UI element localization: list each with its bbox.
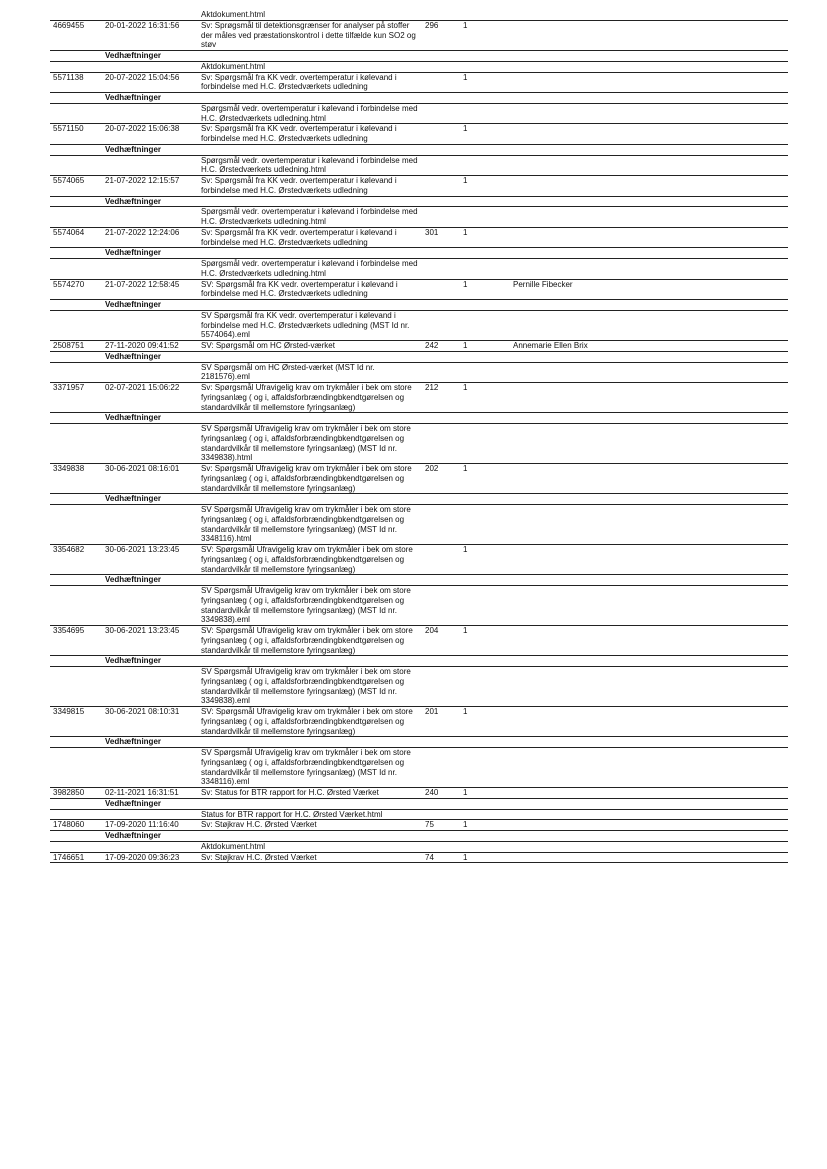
attachments-label: Vedhæftninger [102, 737, 198, 748]
record-subject: Sv: Spørgsmål fra KK vedr. overtemperatur i kølevand i forbindelse med H.C. Ørstedværkets udledning [198, 124, 422, 145]
record-count: 1 [460, 545, 510, 575]
record-subject: Sv: Støjkrav H.C. Ørsted Værket [198, 820, 422, 831]
attachments-label: Vedhæftninger [102, 196, 198, 207]
attachments-label: Vedhæftninger [102, 413, 198, 424]
record-count: 1 [460, 279, 510, 300]
record-id: 3354695 [50, 626, 102, 656]
record-row[interactable] [50, 383, 788, 413]
record-subject: SV: Spørgsmål Ufravigelig krav om trykmåler i bek om store fyringsanlæg ( og i, affaldsforbrændingbkendtgørelsen og standardvilkår til mellemstore fyringsanlæg) [198, 545, 422, 575]
attachment-filename[interactable]: SV Spørgsmål Ufravigelig krav om trykmåler i bek om store fyringsanlæg ( og i, affaldsforbrændingbkendtgørelsen og standardvilkår til mellemstore fyringsanlæg) (MST Id nr. 3348116).html [201, 505, 411, 544]
attachment-filename: Aktdokument.html [201, 10, 266, 19]
attachment-filename[interactable]: SV Spørgsmål Ufravigelig krav om trykmåler i bek om store fyringsanlæg ( og i, affaldsforbrændingbkendtgørelsen og standardvilkår til mellemstore fyringsanlæg) (MST Id nr. 3349838).html [201, 424, 411, 463]
record-number [422, 124, 460, 145]
record-date: 20-01-2022 16:31:56 [102, 20, 198, 50]
attachment-row [50, 362, 788, 383]
record-id: 1746651 [50, 852, 102, 863]
record-subject: Sv: Spørgsmål fra KK vedr. overtemperatur i kølevand i forbindelse med H.C. Ørstedværkets udledning [198, 72, 422, 93]
attachment-row [50, 667, 788, 707]
record-row[interactable] [50, 20, 788, 50]
record-number [422, 545, 460, 575]
attachments-header-row [50, 798, 788, 809]
attachment-filename[interactable]: Spørgsmål vedr. overtemperatur i kølevand i forbindelse med H.C. Ørstedværkets udledning.html [201, 155, 418, 175]
attachment-filename[interactable]: SV Spørgsmål om HC Ørsted-værket (MST Id nr. 2181576).eml [201, 362, 375, 382]
attachment-row [50, 155, 788, 176]
attachments-label: Vedhæftninger [102, 831, 198, 842]
record-number: 75 [422, 820, 460, 831]
attachment-filename[interactable]: Aktdokument.html [201, 61, 266, 71]
attachment-row [50, 586, 788, 626]
record-date: 30-06-2021 13:23:45 [102, 545, 198, 575]
attachment-filename[interactable]: Aktdokument.html [201, 841, 266, 851]
attachments-label: Vedhæftninger [102, 575, 198, 586]
record-date: 20-07-2022 15:06:38 [102, 124, 198, 145]
record-count: 1 [460, 820, 510, 831]
attachments-header-row [50, 196, 788, 207]
record-person [510, 124, 788, 145]
record-number: 242 [422, 341, 460, 352]
record-subject: SV: Spørgsmål Ufravigelig krav om trykmåler i bek om store fyringsanlæg ( og i, affaldsforbrændingbkendtgørelsen og standardvilkår til mellemstore fyringsanlæg) [198, 707, 422, 737]
record-subject: SV: Spørgsmål fra KK vedr. overtemperatur i kølevand i forbindelse med H.C. Ørstedværkets udledning [198, 279, 422, 300]
attachment-filename[interactable]: Spørgsmål vedr. overtemperatur i kølevand i forbindelse med H.C. Ørstedværkets udledning.html [201, 103, 418, 123]
attachment-filename[interactable]: SV Spørgsmål Ufravigelig krav om trykmåler i bek om store fyringsanlæg ( og i, affaldsforbrændingbkendtgørelsen og standardvilkår til mellemstore fyringsanlæg) (MST Id nr. 3348116).eml [201, 748, 411, 787]
attachments-label: Vedhæftninger [102, 144, 198, 155]
record-id: 3371957 [50, 383, 102, 413]
document-table-sheet [50, 10, 788, 863]
record-row[interactable] [50, 279, 788, 300]
attachment-row [50, 505, 788, 545]
attachments-header-row [50, 656, 788, 667]
attachment-row [50, 748, 788, 788]
record-count: 1 [460, 852, 510, 863]
record-subject: Sv: Støjkrav H.C. Ørsted Værket [198, 852, 422, 863]
attachments-label: Vedhæftninger [102, 351, 198, 362]
record-count: 1 [460, 124, 510, 145]
attachments-header-row [50, 575, 788, 586]
records-body [50, 10, 788, 863]
attachments-header-row [50, 351, 788, 362]
attachments-label: Vedhæftninger [102, 300, 198, 311]
record-number: 301 [422, 227, 460, 248]
record-date: 02-11-2021 16:31:51 [102, 788, 198, 799]
record-id: 5571138 [50, 72, 102, 93]
record-row[interactable] [50, 176, 788, 197]
record-person [510, 176, 788, 197]
attachments-label: Vedhæftninger [102, 51, 198, 62]
attachments-header-row [50, 93, 788, 104]
record-subject: Sv: Spørgsmål Ufravigelig krav om trykmåler i bek om store fyringsanlæg ( og i, affaldsforbrændingbkendtgørelsen og standardvilkår til mellemstore fyringsanlæg) [198, 383, 422, 413]
attachment-row [50, 61, 788, 72]
record-number: 240 [422, 788, 460, 799]
record-date: 30-06-2021 08:10:31 [102, 707, 198, 737]
record-id: 5574064 [50, 227, 102, 248]
record-person [510, 707, 788, 737]
record-row[interactable] [50, 464, 788, 494]
record-row[interactable] [50, 852, 788, 863]
attachment-row [50, 103, 788, 124]
record-date: 21-07-2022 12:24:06 [102, 227, 198, 248]
attachment-row [50, 310, 788, 340]
record-subject: SV: Spørgsmål Ufravigelig krav om trykmåler i bek om store fyringsanlæg ( og i, affaldsforbrændingbkendtgørelsen og standardvilkår til mellemstore fyringsanlæg) [198, 626, 422, 656]
record-count: 1 [460, 788, 510, 799]
record-subject: Sv: Status for BTR rapport for H.C. Ørsted Værket [198, 788, 422, 799]
attachments-header-row [50, 494, 788, 505]
record-number: 296 [422, 20, 460, 50]
record-date: 30-06-2021 08:16:01 [102, 464, 198, 494]
top-attachment-row [50, 10, 788, 20]
record-id: 3982850 [50, 788, 102, 799]
record-person: Pernille Fibecker [510, 279, 788, 300]
record-count: 1 [460, 383, 510, 413]
records-table [50, 10, 788, 863]
record-id: 1748060 [50, 820, 102, 831]
record-row[interactable] [50, 227, 788, 248]
record-number: 74 [422, 852, 460, 863]
attachments-label: Vedhæftninger [102, 93, 198, 104]
record-number: 212 [422, 383, 460, 413]
record-date: 20-07-2022 15:04:56 [102, 72, 198, 93]
record-number [422, 279, 460, 300]
record-count: 1 [460, 341, 510, 352]
attachments-header-row [50, 831, 788, 842]
record-row[interactable] [50, 626, 788, 656]
record-number: 202 [422, 464, 460, 494]
record-person [510, 626, 788, 656]
attachment-row [50, 841, 788, 852]
record-id: 5574270 [50, 279, 102, 300]
attachment-filename[interactable]: Status for BTR rapport for H.C. Ørsted Værket.html [201, 809, 383, 819]
record-count: 1 [460, 464, 510, 494]
attachments-header-row [50, 51, 788, 62]
record-person [510, 788, 788, 799]
attachment-row [50, 424, 788, 464]
record-person [510, 464, 788, 494]
record-date: 21-07-2022 12:58:45 [102, 279, 198, 300]
record-date: 27-11-2020 09:41:52 [102, 341, 198, 352]
record-date: 30-06-2021 13:23:45 [102, 626, 198, 656]
record-id: 5571150 [50, 124, 102, 145]
record-subject: Sv: Spørgsmål fra KK vedr. overtemperatur i kølevand i forbindelse med H.C. Ørstedværkets udledning [198, 176, 422, 197]
attachment-row [50, 809, 788, 820]
record-subject: Sv: Spørgsmål Ufravigelig krav om trykmåler i bek om store fyringsanlæg ( og i, affaldsforbrændingbkendtgørelsen og standardvilkår til mellemstore fyringsanlæg) [198, 464, 422, 494]
attachments-label: Vedhæftninger [102, 494, 198, 505]
record-count: 1 [460, 707, 510, 737]
record-person [510, 545, 788, 575]
attachments-header-row [50, 737, 788, 748]
attachment-filename[interactable]: Spørgsmål vedr. overtemperatur i kølevand i forbindelse med H.C. Ørstedværkets udledning.html [201, 259, 418, 278]
record-number [422, 72, 460, 93]
attachments-header-row [50, 300, 788, 311]
record-id: 4669455 [50, 20, 102, 50]
record-row[interactable] [50, 545, 788, 575]
attachments-label: Vedhæftninger [102, 248, 198, 259]
attachments-label: Vedhæftninger [102, 656, 198, 667]
attachments-header-row [50, 413, 788, 424]
record-person [510, 383, 788, 413]
record-person [510, 820, 788, 831]
record-person [510, 227, 788, 248]
record-count: 1 [460, 72, 510, 93]
record-date: 02-07-2021 15:06:22 [102, 383, 198, 413]
record-person [510, 852, 788, 863]
record-date: 21-07-2022 12:15:57 [102, 176, 198, 197]
record-person: Annemarie Ellen Brix [510, 341, 788, 352]
record-number: 204 [422, 626, 460, 656]
record-id: 3349815 [50, 707, 102, 737]
record-id: 5574065 [50, 176, 102, 197]
attachment-row [50, 207, 788, 228]
record-id: 3349838 [50, 464, 102, 494]
attachment-row [50, 259, 788, 280]
record-number: 201 [422, 707, 460, 737]
attachment-filename[interactable]: SV Spørgsmål Ufravigelig krav om trykmåler i bek om store fyringsanlæg ( og i, affaldsforbrændingbkendtgørelsen og standardvilkår til mellemstore fyringsanlæg) (MST Id nr. 3349838).eml [201, 586, 411, 625]
record-person [510, 72, 788, 93]
attachments-header-row [50, 248, 788, 259]
record-person [510, 20, 788, 50]
attachments-label: Vedhæftninger [102, 798, 198, 809]
record-subject: SV: Spørgsmål om HC Ørsted-værket [198, 341, 422, 352]
record-id: 2508751 [50, 341, 102, 352]
record-subject: Sv: Spørgsmål fra KK vedr. overtemperatur i kølevand i forbindelse med H.C. Ørstedværkets udledning [198, 227, 422, 248]
record-date: 17-09-2020 11:16:40 [102, 820, 198, 831]
record-date: 17-09-2020 09:36:23 [102, 852, 198, 863]
record-row[interactable] [50, 124, 788, 145]
record-count: 1 [460, 176, 510, 197]
record-count: 1 [460, 626, 510, 656]
record-count: 1 [460, 20, 510, 50]
record-subject: Sv: Sprøgsmål til detektionsgrænser for analyser på stoffer der måles ved præstationskontrol i dette tilfælde kun SO2 og støv [198, 20, 422, 50]
record-number [422, 176, 460, 197]
attachments-header-row [50, 144, 788, 155]
record-id: 3354682 [50, 545, 102, 575]
record-row[interactable] [50, 788, 788, 799]
record-row[interactable] [50, 341, 788, 352]
record-count: 1 [460, 227, 510, 248]
attachment-filename[interactable]: SV Spørgsmål fra KK vedr. overtemperatur i kølevand i forbindelse med H.C. Ørstedværkets udledning (MST Id nr. 5574064).eml [201, 310, 410, 340]
record-row[interactable] [50, 707, 788, 737]
attachment-filename[interactable]: SV Spørgsmål Ufravigelig krav om trykmåler i bek om store fyringsanlæg ( og i, affaldsforbrændingbkendtgørelsen og standardvilkår til mellemstore fyringsanlæg) (MST Id nr. 3349838).eml [201, 667, 411, 706]
attachment-filename[interactable]: Spørgsmål vedr. overtemperatur i kølevand i forbindelse med H.C. Ørstedværkets udledning.html [201, 207, 418, 226]
record-row[interactable] [50, 72, 788, 93]
record-row[interactable] [50, 820, 788, 831]
